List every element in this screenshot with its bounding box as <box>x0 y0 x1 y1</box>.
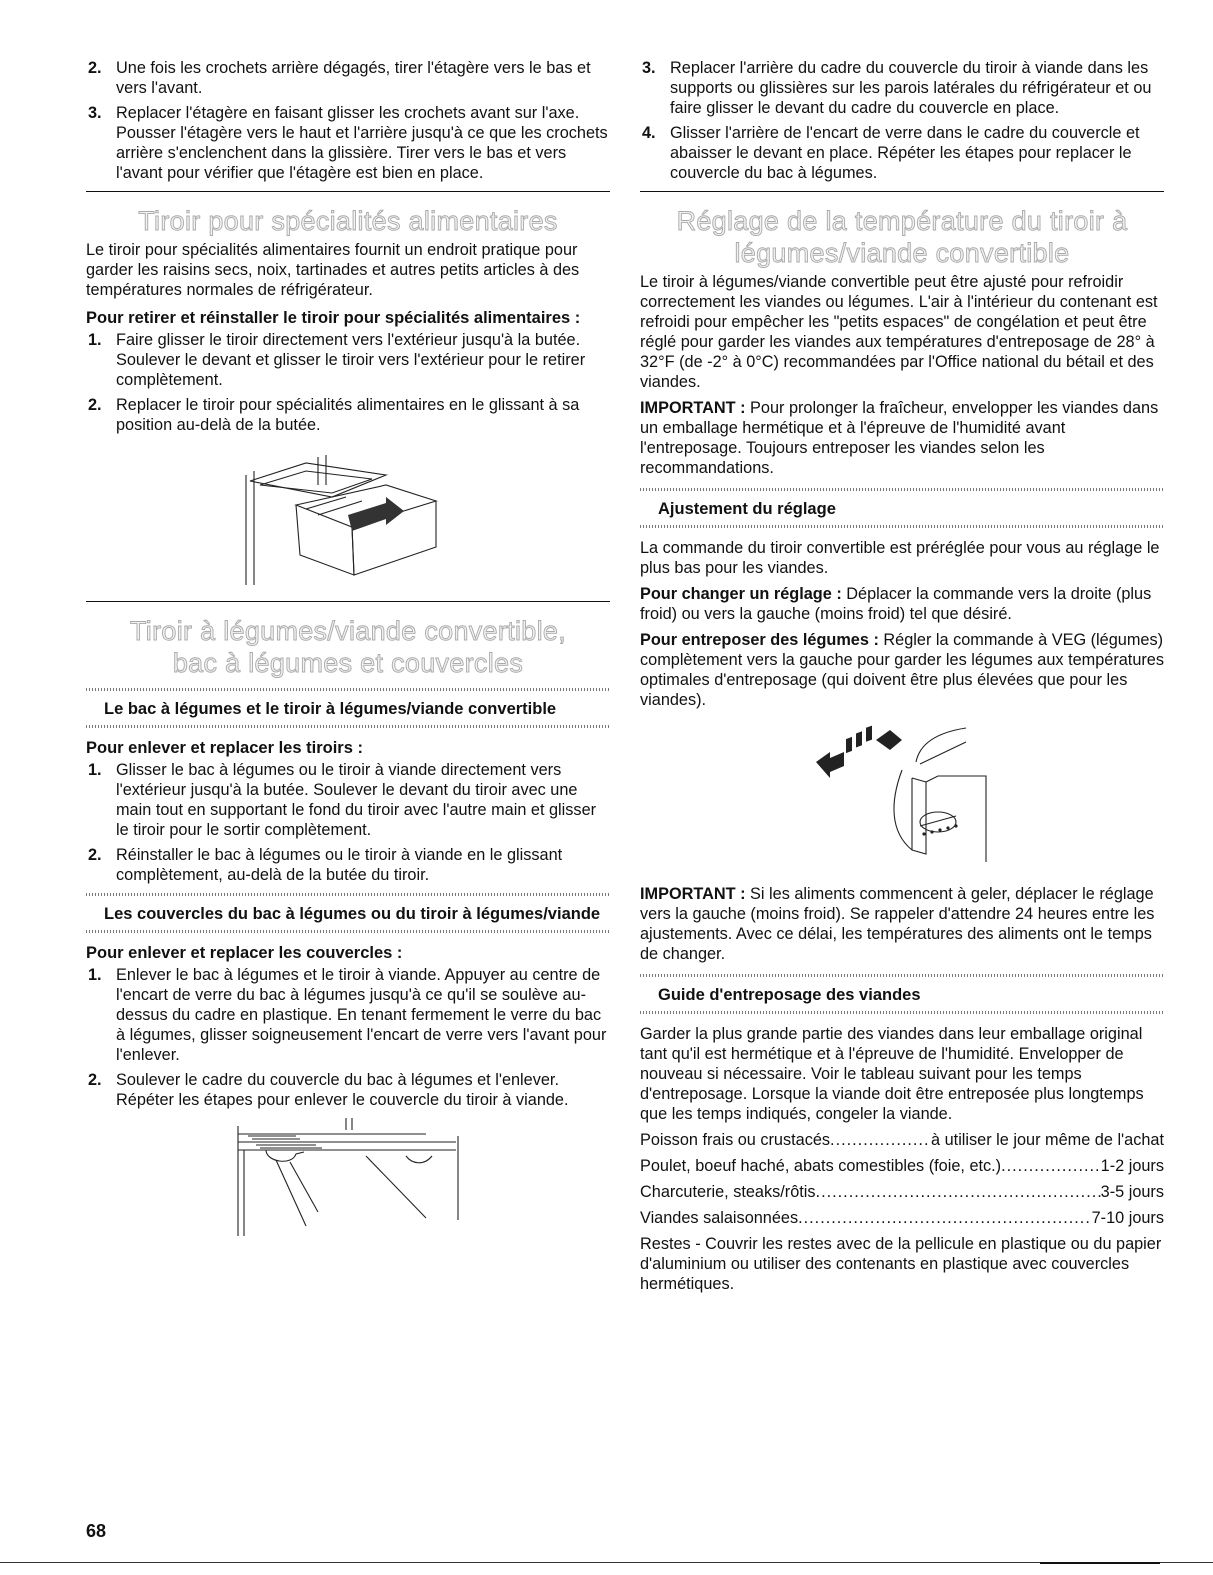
hatch-divider <box>640 974 1164 977</box>
specialty-subhead: Pour retirer et réinstaller le tiroir pour spécialités alimentaires : <box>86 309 581 327</box>
section-divider <box>86 191 610 192</box>
crisper-subsection-title: Le bac à légumes et le tiroir à légumes/viande convertible <box>104 700 557 718</box>
drawers-steps <box>86 760 610 885</box>
list-item: 3. Replacer l'étagère en faisant glisser les crochets avant sur l'axe. Pousser l'étagère vers le haut et l'arrière jusqu'à ce que les crochets arrière s'enclenchent dans la glissière. Tirer vers le bas et vers l'avant pour vérifier que l'étagère est bien en place. <box>88 104 608 182</box>
section-divider <box>640 191 1164 192</box>
list-item: 2. Une fois les crochets arrière dégagés, tirer l'étagère vers le bas et vers l'avant. <box>88 59 591 97</box>
covers-subhead: Pour enlever et replacer les couvercles : <box>86 944 403 962</box>
adjustment-intro: La commande du tiroir convertible est préréglée pour vous au réglage le plus bas pour les viandes. <box>640 539 1160 577</box>
list-item: 1. Faire glisser le tiroir directement vers l'extérieur jusqu'à la butée. Soulever le devant et glisser le tiroir vers l'extérieur pour le retirer complètement. <box>88 331 586 389</box>
top-steps-right <box>640 58 1164 183</box>
section-title-convertible-line1: Tiroir à légumes/viande convertible, <box>130 616 566 646</box>
list-item: 1. Enlever le bac à légumes et le tiroir à viande. Appuyer au centre de l'encart de verre du bac à légumes jusqu'à ce qu'il se soulève au-dessus du cadre en plastique. En tenant fermement le verre du bac à légumes, glisser soigneusement l'encart de verre vers l'avant pour l'enlever. <box>88 966 607 1064</box>
right-column <box>640 58 1164 1294</box>
section-title-temperature-line1: Réglage de la température du tiroir à <box>676 206 1128 236</box>
list-item: 2. Soulever le cadre du couvercle du bac à légumes et l'enlever. Répéter les étapes pour enlever le couvercle du tiroir à viande. <box>88 1071 569 1109</box>
page-number: 68 <box>86 1521 107 1541</box>
important-note-2: IMPORTANT : Si les aliments commencent à geler, déplacer le réglage vers la gauche (moins froid). Se rappeler d'attendre 24 heures entre les ajustements. Avec ce délai, les températures des aliments ont le temps de changer. <box>640 885 1155 963</box>
hatch-divider <box>86 893 610 896</box>
section-title-temperature-line2: légumes/viande convertible <box>734 238 1070 268</box>
storage-guide-subsection-title: Guide d'entreposage des viandes <box>658 986 921 1004</box>
footer-rule <box>0 1562 1213 1563</box>
section-divider <box>86 601 610 602</box>
storage-guide-intro: Garder la plus grande partie des viandes dans leur emballage original tant qu'il est hermétique et à l'épreuve de l'humidité. Envelopper de nouveau si nécessaire. Voir le tableau suivant pour les temps d'entreposage. Lorsque la viande doit être entreposée plus longtemps que les temps indiqués, congeler la viande. <box>640 1025 1144 1123</box>
list-item: 2. Replacer le tiroir pour spécialités alimentaires en le glissant à sa position au-delà de la butée. <box>88 396 580 434</box>
leftovers-text: Restes - Couvrir les restes avec de la pellicule en plastique ou du papier d'aluminium ou utiliser des contenants en plastique avec couvercles hermétiques. <box>640 1235 1162 1293</box>
specialty-drawer-illustration <box>236 445 610 595</box>
drawers-subhead: Pour enlever et replacer les tiroirs : <box>86 739 363 757</box>
important-note-1: IMPORTANT : Pour prolonger la fraîcheur, envelopper les viandes dans un emballage hermétique et à l'épreuve de l'humidité avant l'entreposage. Toujours entreposer les viandes selon les recommandations. <box>640 399 1159 477</box>
hatch-divider <box>86 725 610 728</box>
hatch-divider <box>640 525 1164 528</box>
covers-subsection-title: Les couvercles du bac à légumes ou du tiroir à légumes/viande <box>104 905 601 923</box>
top-steps-left <box>86 58 610 183</box>
adjustment-subsection-title: Ajustement du réglage <box>658 500 836 518</box>
storage-row: Viandes salaisonnées ..... 7-10 jours <box>640 1208 1164 1228</box>
cover-removal-illustration <box>226 1116 610 1251</box>
specialty-steps <box>86 330 610 435</box>
list-item: 1. Glisser le bac à légumes ou le tiroir à viande directement vers l'extérieur jusqu'à la butée. Soulever le devant du tiroir avec une main tout en supportant le fond du tiroir avec l'autre main et glisser le tiroir pour le sortir complètement. <box>88 761 597 839</box>
storage-row: Poulet, boeuf haché, abats comestibles (foie, etc.) ..... 1-2 jours <box>640 1156 1164 1176</box>
covers-steps <box>86 965 610 1110</box>
list-item: 3. Replacer l'arrière du cadre du couvercle du tiroir à viande dans les supports ou glissières sur les parois latérales du réfrigérateur et ou faire glisser le devant du cadre du couvercle en place. <box>642 59 1152 117</box>
hatch-divider <box>86 930 610 933</box>
hatch-divider <box>640 1011 1164 1014</box>
hatch-divider <box>86 688 610 691</box>
list-item: 2. Réinstaller le bac à légumes ou le tiroir à viande en le glissant complètement, au-delà de la butée du tiroir. <box>88 846 563 884</box>
temperature-control-illustration <box>816 722 1164 872</box>
temperature-intro: Le tiroir à légumes/viande convertible peut être ajusté pour refroidir correctement les viandes ou légumes. L'air à l'intérieur du contenant est refroidi pour empêcher les "petits espaces" de congélation et peut être réglé pour garder les viandes aux températures d'entreposage de 28° à 32°F (de -2° à 0°C) recommandées par l'Office national du bétail et des viandes. <box>640 273 1158 391</box>
change-setting-text: Pour changer un réglage : Déplacer la commande vers la droite (plus froid) ou vers la gauche (moins froid) tel que désiré. <box>640 585 1152 623</box>
footer-rule-accent <box>1040 1562 1160 1564</box>
section-title-specialty-drawer: Tiroir pour spécialités alimentaires <box>138 206 558 236</box>
section-title-convertible-line2: bac à légumes et couvercles <box>172 648 524 678</box>
vegetable-storage-text: Pour entreposer des légumes : Régler la commande à VEG (légumes) complètement vers la gauche pour garder les légumes aux températures optimales d'entreposage (qui doivent être plus élevées que pour les viandes). <box>640 631 1164 709</box>
storage-row: Poisson frais ou crustacés ..... à utiliser le jour même de l'achat <box>640 1130 1164 1150</box>
specialty-intro: Le tiroir pour spécialités alimentaires fournit un endroit pratique pour garder les raisins secs, noix, tartinades et autres petits articles à des températures normales de réfrigérateur. <box>86 241 580 299</box>
list-item: 4. Glisser l'arrière de l'encart de verre dans le cadre du couvercle et abaisser le devant en place. Répéter les étapes pour replacer le couvercle du bac à légumes. <box>642 124 1140 182</box>
hatch-divider <box>640 488 1164 491</box>
left-column <box>86 58 610 1251</box>
storage-row: Charcuterie, steaks/rôtis ..... 3-5 jours <box>640 1182 1164 1202</box>
